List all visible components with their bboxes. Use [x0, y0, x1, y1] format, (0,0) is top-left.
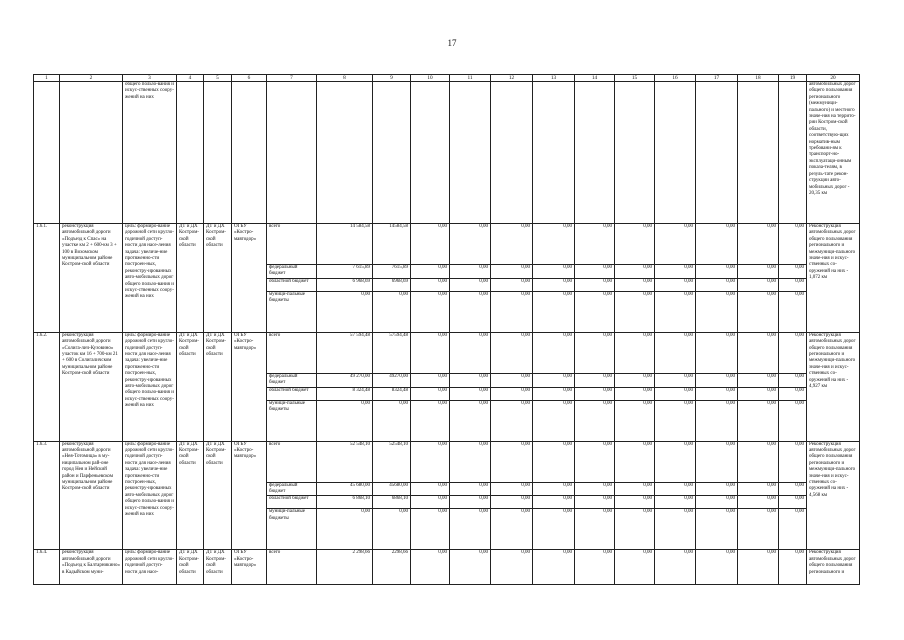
year-amount: 0,00 — [615, 291, 655, 332]
column-header: 8 — [317, 75, 373, 82]
year-amount: 0,00 — [615, 441, 655, 482]
year-amount: 0,00 — [491, 441, 533, 482]
empty-cell — [317, 82, 373, 224]
year-amount: 0,00 — [779, 509, 807, 550]
empty-cell — [232, 82, 267, 224]
year-amount: 0,00 — [575, 400, 615, 441]
year-amount: 0,00 — [533, 373, 575, 387]
funding-source: федеральный бюджет — [267, 482, 317, 496]
year-amount: 0,00 — [696, 332, 738, 373]
total-amount: 6 868,10 — [317, 496, 373, 509]
year-amount: 0,00 — [491, 278, 533, 291]
year-amount: 0,00 — [491, 400, 533, 441]
total-amount: 49 270,00 — [317, 373, 373, 387]
year-amount: 0,00 — [696, 400, 738, 441]
funding-source: муници-пальные бюджеты — [267, 509, 317, 550]
year-amount: 0,00 — [450, 265, 491, 279]
year-amount: 0,00 — [655, 550, 696, 585]
year-amount: 0,00 — [696, 482, 738, 496]
table-row — [34, 332, 860, 373]
year-amount: 0,00 — [779, 550, 807, 585]
funding-source: всего — [267, 441, 317, 482]
year-amount: 0,00 — [779, 387, 807, 400]
year-amount: 0,00 — [779, 278, 807, 291]
year-amount: 0,00 — [450, 441, 491, 482]
year-amount: 0,00 — [411, 278, 450, 291]
column-header: 20 — [807, 75, 860, 82]
year-amount: 0,00 — [491, 224, 533, 265]
column-header: 17 — [696, 75, 738, 82]
year-amount: 0,00 — [655, 291, 696, 332]
participant: ОГБУ «Костро-мавтодор» — [232, 441, 267, 550]
year-amount: 0,00 — [533, 496, 575, 509]
empty-cell — [696, 82, 738, 224]
year-amount: 0,00 — [779, 441, 807, 482]
expected-result: Реконструкция автомобильных дорог общего пользования регионального и — [807, 550, 860, 585]
total-amount: 0,00 — [317, 400, 373, 441]
year-amount: 0,00 — [411, 496, 450, 509]
year-amount: 0,00 — [411, 373, 450, 387]
budget-table — [33, 74, 860, 585]
year-amount: 0,00 — [533, 441, 575, 482]
column-header: 15 — [615, 75, 655, 82]
year-amount: 0,00 — [696, 291, 738, 332]
year-amount: 0,00 — [491, 482, 533, 496]
year-amount: 49270,00 — [373, 373, 411, 387]
empty-cell — [34, 82, 60, 224]
total-amount: 14 584,58 — [317, 224, 373, 265]
funding-source: федеральный бюджет — [267, 373, 317, 387]
year-amount: 0,00 — [738, 509, 779, 550]
year-amount: 0,00 — [779, 482, 807, 496]
year-amount: 0,00 — [411, 509, 450, 550]
page-number: 17 — [447, 38, 457, 48]
year-amount: 0,00 — [411, 291, 450, 332]
year-amount: 0,00 — [450, 509, 491, 550]
participant: ОГБУ «Костро-мавтодор» — [232, 224, 267, 333]
table-row — [34, 224, 860, 265]
year-amount: 0,00 — [373, 509, 411, 550]
column-header: 18 — [738, 75, 779, 82]
continued-goal-text: общего пользо-вания и искус-ственных соору-жений на них — [123, 82, 177, 224]
co-executor: ДТ и ДХ Костром-ской области — [204, 224, 232, 333]
responsible-executor: ДТ и ДХ Костром-ской области — [177, 332, 204, 441]
year-amount: 0,00 — [615, 550, 655, 585]
year-amount: 0,00 — [411, 265, 450, 279]
year-amount: 0,00 — [779, 265, 807, 279]
year-amount: 0,00 — [655, 509, 696, 550]
year-amount: 0,00 — [696, 441, 738, 482]
expected-result: Реконструкция автомобильных дорог общего пользования регионального и межмуници-пального значе-ния и искус-ственных со-оружений на них - 1,072 км — [807, 224, 860, 333]
year-amount: 0,00 — [615, 400, 655, 441]
year-amount: 0,00 — [655, 373, 696, 387]
empty-cell — [450, 82, 491, 224]
year-amount: 0,00 — [615, 496, 655, 509]
year-amount: 0,00 — [696, 278, 738, 291]
column-header: 19 — [779, 75, 807, 82]
year-amount: 0,00 — [450, 400, 491, 441]
continued-result-text: автомобильных дорог общего пользования регионального (межмуници-пального) и местного значе-ния на террито-рии Костром-ской области, соответствую-щих норматив-ным требовани-ям к транспорт-но-эксплуатаци-онным показа-телям, в резуль-тате рекон-струкции авто-мобильных дорог - 20,35 км — [807, 82, 860, 224]
empty-cell — [738, 82, 779, 224]
year-amount: 0,00 — [738, 400, 779, 441]
year-amount: 0,00 — [738, 441, 779, 482]
funding-source: федеральный бюджет — [267, 265, 317, 279]
empty-cell — [491, 82, 533, 224]
item-name: реконструкция автомобильной дороги «Нея-Тотомица» в му-ниципальном рай-оне город Нея и Нейский район и Парфеньевском муниципальном районе Костром-ской области — [60, 441, 123, 550]
column-header: 7 — [267, 75, 317, 82]
year-amount: 0,00 — [696, 265, 738, 279]
year-amount: 0,00 — [533, 224, 575, 265]
year-amount: 0,00 — [779, 496, 807, 509]
expected-result: Реконструкция автомобильных дорог общего пользования регионального и межмуници-пального значе-ния и искус-ственных со-оружений на них - 4,927 км — [807, 332, 860, 441]
item-name: реконструкция автомобильной дороги «Подъезд к Спас» на участке км 2 + 600-км 3 + 100 в Вохомском муниципальном районе Костром-ской области — [60, 224, 123, 333]
year-amount: 0,00 — [533, 265, 575, 279]
year-amount: 0,00 — [533, 332, 575, 373]
column-header: 4 — [177, 75, 204, 82]
year-amount: 0,00 — [575, 482, 615, 496]
year-amount: 0,00 — [655, 387, 696, 400]
empty-cell — [411, 82, 450, 224]
empty-cell — [575, 82, 615, 224]
item-number: 1.6.2. — [34, 332, 60, 441]
empty-cell — [655, 82, 696, 224]
item-goal: цель: формиро-вание дорожной сети кругло-годичной доступ-ности для насе-ления задача: увеличе-ние протяженно-сти построен-ных, реконстру-ированных авто-мобильных дорог общего пользо-вания и искус-ственных соору-жений на них — [123, 441, 177, 550]
year-amount: 0,00 — [779, 400, 807, 441]
year-amount: 0,00 — [575, 373, 615, 387]
year-amount: 0,00 — [738, 482, 779, 496]
year-amount: 0,00 — [738, 332, 779, 373]
year-amount: 0,00 — [738, 224, 779, 265]
item-goal: цель: формиро-вание дорожной сети кругло-годичной доступ-ности для насе- — [123, 550, 177, 585]
total-amount: 45 680,00 — [317, 482, 373, 496]
column-header: 9 — [373, 75, 411, 82]
item-number: 1.6.4. — [34, 550, 60, 585]
year-amount: 0,00 — [779, 291, 807, 332]
empty-cell — [204, 82, 232, 224]
year-amount: 0,00 — [655, 224, 696, 265]
year-amount: 0,00 — [655, 265, 696, 279]
responsible-executor: ДТ и ДХ Костром-ской области — [177, 550, 204, 585]
total-amount: 2 298,66 — [317, 550, 373, 585]
year-amount: 0,00 — [491, 291, 533, 332]
year-amount: 0,00 — [411, 482, 450, 496]
funding-source: всего — [267, 332, 317, 373]
column-header: 3 — [123, 75, 177, 82]
year-amount: 2298,66 — [373, 550, 411, 585]
responsible-executor: ДТ и ДХ Костром-ской области — [177, 441, 204, 550]
year-amount: 0,00 — [696, 496, 738, 509]
year-amount: 0,00 — [533, 550, 575, 585]
year-amount: 0,00 — [615, 482, 655, 496]
total-amount: 57 594,48 — [317, 332, 373, 373]
empty-cell — [779, 82, 807, 224]
participant: ОГБУ «Костро-мавтодор» — [232, 550, 267, 585]
table-row — [34, 441, 860, 482]
year-amount: 0,00 — [615, 509, 655, 550]
year-amount: 0,00 — [533, 278, 575, 291]
year-amount: 7615,89 — [373, 265, 411, 279]
item-goal: цель: формиро-вание дорожной сети кругло-годичной доступ-ности для насе-ления задача: увеличе-ние протяженно-сти построен-ных, реконстру-ированных авто-мобильных дорог общего пользо-вания и искус-ственных соору-жений на них — [123, 332, 177, 441]
year-amount: 0,00 — [450, 278, 491, 291]
year-amount: 0,00 — [491, 496, 533, 509]
year-amount: 0,00 — [450, 496, 491, 509]
year-amount: 8324,48 — [373, 387, 411, 400]
total-amount: 7 615,89 — [317, 265, 373, 279]
year-amount: 0,00 — [575, 224, 615, 265]
year-amount: 0,00 — [738, 550, 779, 585]
year-amount: 0,00 — [411, 387, 450, 400]
year-amount: 0,00 — [655, 496, 696, 509]
column-header: 13 — [533, 75, 575, 82]
year-amount: 0,00 — [655, 441, 696, 482]
year-amount: 0,00 — [655, 332, 696, 373]
year-amount: 0,00 — [655, 400, 696, 441]
column-header: 2 — [60, 75, 123, 82]
item-name: реконструкция автомобильной дороги «Солига-лич-Кузовино» участок км 16 + 700-км 21 + 600 в Солигаличском муниципальном районе Костром-ской области — [60, 332, 123, 441]
year-amount: 0,00 — [575, 291, 615, 332]
funding-source: муници-пальные бюджеты — [267, 291, 317, 332]
year-amount: 0,00 — [533, 509, 575, 550]
year-amount: 0,00 — [779, 373, 807, 387]
column-header: 14 — [575, 75, 615, 82]
year-amount: 0,00 — [738, 265, 779, 279]
year-amount: 0,00 — [738, 291, 779, 332]
empty-cell — [373, 82, 411, 224]
year-amount: 0,00 — [373, 400, 411, 441]
year-amount: 0,00 — [696, 550, 738, 585]
empty-cell — [60, 82, 123, 224]
year-amount: 0,00 — [615, 373, 655, 387]
column-header: 16 — [655, 75, 696, 82]
year-amount: 0,00 — [533, 482, 575, 496]
year-amount: 0,00 — [615, 332, 655, 373]
year-amount: 0,00 — [575, 509, 615, 550]
year-amount: 0,00 — [411, 400, 450, 441]
funding-source: муници-пальные бюджеты — [267, 400, 317, 441]
item-number: 1.6.1. — [34, 224, 60, 333]
year-amount: 0,00 — [655, 482, 696, 496]
year-amount: 0,00 — [491, 332, 533, 373]
responsible-executor: ДТ и ДХ Костром-ской области — [177, 224, 204, 333]
year-amount: 0,00 — [450, 482, 491, 496]
year-amount: 6868,10 — [373, 496, 411, 509]
expected-result: Реконструкция автомобильных дорог общего пользования регионального и межмуници-пального значе-ния и искус-ственных со-оружений на них - 4,568 км — [807, 441, 860, 550]
year-amount: 0,00 — [491, 387, 533, 400]
item-name: реконструкция автомобильной дороги «Подъезд к Балтарникино» в Кадыйском муни- — [60, 550, 123, 585]
year-amount: 0,00 — [738, 387, 779, 400]
funding-source: областной бюджет — [267, 496, 317, 509]
year-amount: 0,00 — [533, 291, 575, 332]
year-amount: 52548,10 — [373, 441, 411, 482]
year-amount: 0,00 — [491, 373, 533, 387]
table-row — [34, 550, 860, 585]
year-amount: 0,00 — [696, 387, 738, 400]
year-amount: 0,00 — [655, 278, 696, 291]
year-amount: 0,00 — [533, 400, 575, 441]
year-amount: 0,00 — [411, 224, 450, 265]
year-amount: 0,00 — [738, 373, 779, 387]
year-amount: 0,00 — [450, 332, 491, 373]
year-amount: 45680,00 — [373, 482, 411, 496]
empty-cell — [533, 82, 575, 224]
year-amount: 0,00 — [738, 278, 779, 291]
co-executor: ДТ и ДХ Костром-ской области — [204, 332, 232, 441]
year-amount: 0,00 — [575, 265, 615, 279]
year-amount: 0,00 — [450, 291, 491, 332]
column-header: 11 — [450, 75, 491, 82]
year-amount: 0,00 — [575, 550, 615, 585]
year-amount: 0,00 — [450, 224, 491, 265]
empty-cell — [177, 82, 204, 224]
funding-source: всего — [267, 550, 317, 585]
empty-cell — [615, 82, 655, 224]
year-amount: 0,00 — [450, 387, 491, 400]
year-amount: 0,00 — [615, 265, 655, 279]
funding-source: всего — [267, 224, 317, 265]
column-header: 1 — [34, 75, 60, 82]
year-amount: 0,00 — [615, 224, 655, 265]
year-amount: 0,00 — [411, 332, 450, 373]
funding-source: областной бюджет — [267, 278, 317, 291]
year-amount: 0,00 — [575, 387, 615, 400]
participant: ОГБУ «Костро-мавтодор» — [232, 332, 267, 441]
total-amount: 8 324,48 — [317, 387, 373, 400]
year-amount: 0,00 — [575, 278, 615, 291]
total-amount: 6 968,69 — [317, 278, 373, 291]
empty-cell — [267, 82, 317, 224]
year-amount: 0,00 — [696, 373, 738, 387]
item-number: 1.6.3. — [34, 441, 60, 550]
year-amount: 0,00 — [696, 509, 738, 550]
year-amount: 0,00 — [738, 496, 779, 509]
year-amount: 57594,48 — [373, 332, 411, 373]
column-header: 5 — [204, 75, 232, 82]
year-amount: 0,00 — [779, 332, 807, 373]
item-goal: цель: формиро-вание дорожной сети кругло-годичной доступ-ности для насе-ления задача: увеличе-ние протяженно-сти построен-ных, реконстру-ированных авто-мобильных дорог общего пользо-вания и искус-ственных соору-жений на них — [123, 224, 177, 333]
year-amount: 0,00 — [615, 387, 655, 400]
co-executor: ДТ и ДХ Костром-ской области — [204, 550, 232, 585]
year-amount: 0,00 — [373, 291, 411, 332]
year-amount: 0,00 — [450, 373, 491, 387]
year-amount: 0,00 — [491, 509, 533, 550]
year-amount: 0,00 — [575, 332, 615, 373]
total-amount: 52 548,10 — [317, 441, 373, 482]
year-amount: 0,00 — [491, 265, 533, 279]
year-amount: 6968,69 — [373, 278, 411, 291]
year-amount: 0,00 — [615, 278, 655, 291]
funding-source: областной бюджет — [267, 387, 317, 400]
total-amount: 0,00 — [317, 509, 373, 550]
year-amount: 0,00 — [575, 496, 615, 509]
year-amount: 0,00 — [533, 387, 575, 400]
co-executor: ДТ и ДХ Костром-ской области — [204, 441, 232, 550]
year-amount: 14584,58 — [373, 224, 411, 265]
column-header: 10 — [411, 75, 450, 82]
total-amount: 0,00 — [317, 291, 373, 332]
year-amount: 0,00 — [450, 550, 491, 585]
year-amount: 0,00 — [696, 224, 738, 265]
year-amount: 0,00 — [575, 441, 615, 482]
year-amount: 0,00 — [491, 550, 533, 585]
column-header: 6 — [232, 75, 267, 82]
year-amount: 0,00 — [411, 550, 450, 585]
year-amount: 0,00 — [411, 441, 450, 482]
column-header: 12 — [491, 75, 533, 82]
year-amount: 0,00 — [779, 224, 807, 265]
